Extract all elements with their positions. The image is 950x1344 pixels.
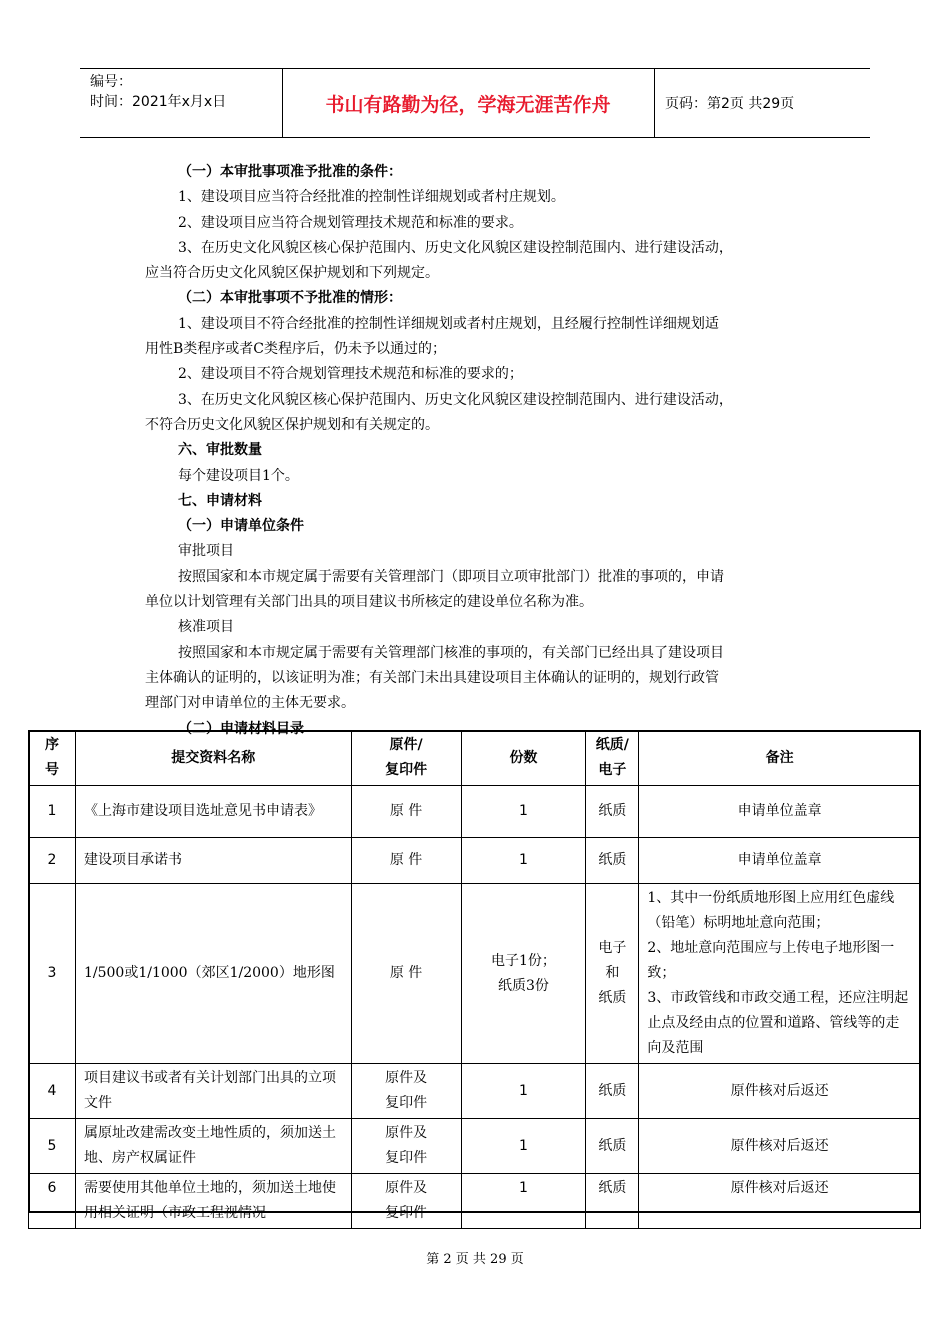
paragraph: 用性B类程序或者C类程序后，仍未予以通过的； [145,341,446,358]
cell-original: 原 件 [351,786,461,838]
materials-table [28,730,921,1229]
paragraph: 3、在历史文化风貌区核心保护范围内、历史文化风貌区建设控制范围内、进行建设活动， [178,391,733,408]
paragraph: 按照国家和本市规定属于需要有关管理部门（即项目立项审批部门）批准的事项的，申请 [178,568,724,585]
paragraph: 应当符合历史文化风貌区保护规划和下列规定。 [145,265,439,282]
section-heading: 七、申请材料 [178,492,262,509]
time-label: 时间：2021年x月x日 [90,94,227,110]
cell-copies: 1 [461,1064,586,1119]
section-heading: 六、审批数量 [178,442,262,459]
table-row [29,1119,921,1174]
col-header-index: 序 号 [29,731,76,786]
cell-index: 4 [29,1064,76,1119]
paragraph: 2、建设项目不符合规划管理技术规范和标准的要求的； [178,366,523,383]
cell-remarks: 1、其中一份纸质地形图上应用红色虚线（铅笔）标明地址意向范围； 2、地址意向范围应与上传电子地形图一致； 3、市政管线和市政交通工程，还应注明起止点及经由点的位置和道路、管线等的走向及范围 [639,884,921,1064]
paragraph: 按照国家和本市规定属于需要有关管理部门核准的事项的，有关部门已经出具了建设项目 [178,644,724,661]
table-row [29,786,921,838]
section-heading: （二）申请材料目录 [178,720,304,737]
table-header-row [29,731,921,786]
col-header-copies: 份数 [461,731,586,786]
paragraph: 核准项目 [178,619,234,636]
cell-name: 项目建议书或者有关计划部门出具的立项文件 [75,1064,351,1119]
header-left [80,69,283,137]
cell-format: 纸质 [586,1174,639,1229]
cell-index: 5 [29,1119,76,1174]
table-row [29,838,921,884]
cell-index: 6 [29,1174,76,1229]
document-body [145,160,805,742]
paragraph: 审批项目 [178,543,234,560]
paragraph: 3、在历史文化风貌区核心保护范围内、历史文化风貌区建设控制范围内、进行建设活动， [178,239,733,256]
cell-format: 纸质 [586,838,639,884]
cell-original: 原 件 [351,884,461,1064]
paragraph: 2、建设项目应当符合规划管理技术规范和标准的要求。 [178,214,523,231]
cell-format: 纸质 [586,1119,639,1174]
cell-remarks: 原件核对后返还 [639,1064,921,1119]
paragraph: 1、建设项目不符合经批准的控制性详细规划或者村庄规划，且经履行控制性详细规划适 [178,315,719,332]
cell-copies: 1 [461,786,586,838]
cell-name: 建设项目承诺书 [75,838,351,884]
cell-original: 原件及 复印件 [351,1174,461,1229]
cell-index: 3 [29,884,76,1064]
col-header-name: 提交资料名称 [75,731,351,786]
paragraph: 不符合历史文化风貌区保护规划和有关规定的。 [145,416,439,433]
table-row [29,1174,921,1229]
section-heading: （二）本审批事项不予批准的情形： [178,290,402,307]
cell-copies: 电子1份； 纸质3份 [461,884,586,1064]
cell-index: 1 [29,786,76,838]
paragraph: 主体确认的证明的，以该证明为准；有关部门未出具建设项目主体确认的证明的，规划行政管 [145,669,719,686]
page-header [80,68,870,138]
table-row [29,1064,921,1119]
cell-copies: 1 [461,1174,586,1229]
cell-name: 属原址改建需改变土地性质的，须加送土地、房产权属证件 [75,1119,351,1174]
cell-copies: 1 [461,838,586,884]
cell-remarks: 申请单位盖章 [639,786,921,838]
header-motto: 书山有路勤为径，学海无涯苦作舟 [282,69,655,137]
cell-name: 1/500或1/1000（郊区1/2000）地形图 [75,884,351,1064]
col-header-original: 原件/ 复印件 [351,731,461,786]
cell-original: 原件及 复印件 [351,1064,461,1119]
section-heading: （一）本审批事项准予批准的条件： [178,164,402,180]
cell-remarks: 原件核对后返还 [639,1174,921,1229]
cell-format: 电子 和 纸质 [586,884,639,1064]
cell-format: 纸质 [586,786,639,838]
cell-remarks: 原件核对后返还 [639,1119,921,1174]
cell-original: 原 件 [351,838,461,884]
col-header-format: 纸质/ 电子 [586,731,639,786]
paragraph: 每个建设项目1个。 [178,467,299,484]
cell-name: 《上海市建设项目选址意见书申请表》 [75,786,351,838]
header-page-label: 页码：第2页 共29页 [665,96,795,112]
cell-name: 需要使用其他单位土地的，须加送土地使用相关证明（市政工程视情况 [75,1174,351,1229]
cell-remarks: 申请单位盖章 [639,838,921,884]
cell-copies: 1 [461,1119,586,1174]
paragraph: 理部门对申请单位的主体无要求。 [145,695,355,712]
cell-original: 原件及 复印件 [351,1119,461,1174]
paragraph: 单位以计划管理有关部门出具的项目建议书所核定的建设单位名称为准。 [145,594,593,611]
section-heading: （一）申请单位条件 [178,518,304,535]
number-label: 编号： [90,74,132,90]
table-row [29,884,921,1064]
col-header-remarks: 备注 [639,731,921,786]
cell-format: 纸质 [586,1064,639,1119]
page-footer: 第 2 页 共 29 页 [426,1252,524,1267]
cell-index: 2 [29,838,76,884]
paragraph: 1、建设项目应当符合经批准的控制性详细规划或者村庄规划。 [178,189,565,206]
